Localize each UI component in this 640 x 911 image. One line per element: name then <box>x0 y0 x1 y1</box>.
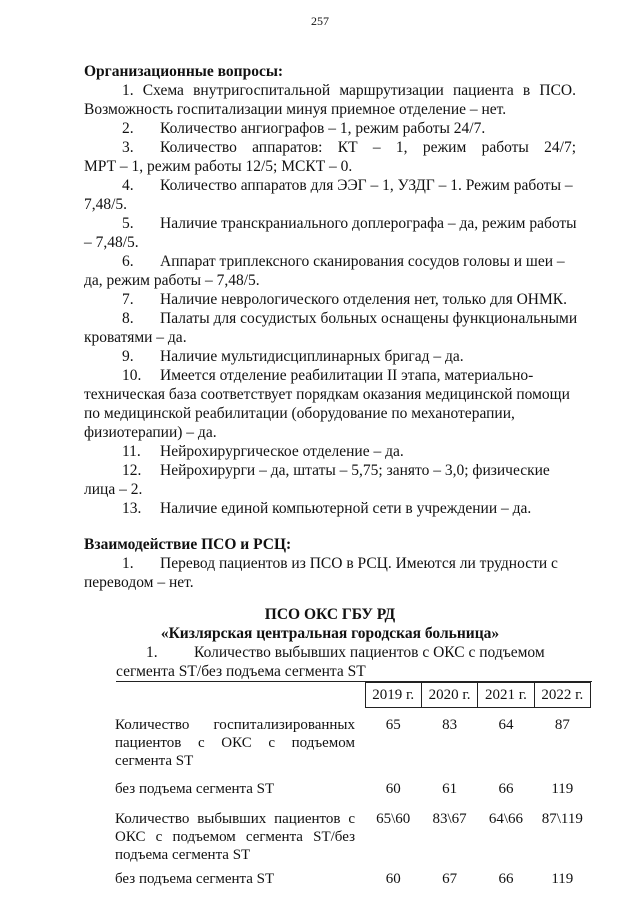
table-intro-text: Количество выбывших пациентов с ОКС с подъемом <box>194 644 545 661</box>
org-item-10-line-1 <box>122 366 614 385</box>
table-cell: 64 <box>498 717 514 733</box>
table-cell: 119 <box>551 780 574 797</box>
interaction-item-1-line-1 <box>122 554 614 573</box>
org-item-8-line-2: кроватями – да. <box>84 329 187 346</box>
org-item-5-number: 5. <box>122 215 134 232</box>
org-item-3-line-2: МРТ – 1, режим работы 12/5; МСКТ – 0. <box>84 158 353 175</box>
org-item-11-text: Нейрохирургическое отделение – да. <box>160 443 404 460</box>
table-cell: 119 <box>551 870 574 887</box>
org-item-13-text: Наличие единой компьютерной сети в учреждении – да. <box>160 500 532 517</box>
org-item-11-number: 11. <box>122 443 141 460</box>
org-item-13 <box>122 499 614 518</box>
org-item-13-number: 13. <box>122 500 142 517</box>
table-row-label: без подъема сегмента ST <box>115 780 275 797</box>
org-item-1-line-2: Возможность госпитализации минуя приемное отделение – нет. <box>84 101 507 118</box>
org-item-4-line-2: 7,48/5. <box>84 196 128 213</box>
org-item-10-line-2: техническая база соответствует порядкам оказания медицинской помощи <box>84 386 570 403</box>
table-header-year: 2020 г. <box>421 683 477 708</box>
org-item-10-line-3: по медицинской реабилитации (оборудование по механотерапии, <box>84 405 515 422</box>
org-item-2-text: Количество ангиографов – 1, режим работы 24/7. <box>160 120 486 137</box>
table-cell: 60 <box>385 780 401 797</box>
table-cell: 66 <box>498 780 514 797</box>
org-item-5-line-1 <box>122 214 614 233</box>
org-item-8-line-1 <box>122 309 614 328</box>
org-item-12-text: Нейрохирурги – да, штаты – 5,75; занято – 3,0; физические <box>160 462 550 479</box>
table-header-year: 2019 г. <box>365 683 421 708</box>
interaction-heading: Взаимодействие ПСО и РСЦ: <box>84 536 292 553</box>
org-item-6-number: 6. <box>122 253 134 270</box>
table-header-year: 2022 г. <box>534 683 590 708</box>
table-header-blank <box>115 683 365 708</box>
table-row <box>115 708 591 780</box>
org-item-9 <box>122 347 614 366</box>
table-header-row <box>115 683 591 708</box>
table-cell: 83\67 <box>432 810 467 827</box>
table-cell: 64\66 <box>488 810 524 827</box>
org-item-12-line-2: лица – 2. <box>84 481 143 498</box>
org-item-4-number: 4. <box>122 177 134 194</box>
org-item-4-text: Количество аппаратов для ЭЭГ – 1, УЗДГ – 1. Режим работы – <box>160 177 573 194</box>
org-item-5-line-2: – 7,48/5. <box>84 234 139 251</box>
table-cell: 87\119 <box>541 810 583 827</box>
table-intro-line-1 <box>146 643 576 662</box>
org-item-10-number: 10. <box>122 367 142 384</box>
org-item-10-line-4: физиотерапии) – да. <box>84 424 217 441</box>
org-item-11 <box>122 442 614 461</box>
table-intro-line-2: сегмента ST/без подъема сегмента ST <box>116 663 366 680</box>
table-row-label: без подъема сегмента ST <box>115 870 275 887</box>
org-item-3-line-1 <box>122 138 576 157</box>
org-heading: Организационные вопросы: <box>84 63 284 80</box>
table-row <box>115 870 591 894</box>
table-cell: 83 <box>442 717 458 733</box>
org-item-8-number: 8. <box>122 310 134 327</box>
org-item-2-number: 2. <box>122 120 134 137</box>
org-item-7 <box>122 290 614 309</box>
org-item-10-text: Имеется отделение реабилитации II этапа, материально- <box>160 367 534 384</box>
org-item-1-line-1: 1. Схема внутригоспитальной маршрутизации пациента в ПСО. <box>122 82 576 99</box>
org-item-12-number: 12. <box>122 462 142 479</box>
table-row-label: Количество выбывших пациентов с ОКС с подъемом сегмента ST/без подъема сегмента ST <box>115 810 355 863</box>
org-item-3-number: 3. <box>122 139 134 156</box>
org-item-7-text: Наличие неврологического отделения нет, только для ОНМК. <box>160 291 567 308</box>
org-item-2 <box>122 119 614 138</box>
interaction-item-1-line-2: переводом – нет. <box>84 574 194 591</box>
table-cell: 87 <box>554 717 570 733</box>
org-item-6-text: Аппарат триплексного сканирования сосудов головы и шеи – <box>160 253 565 270</box>
table-row-label: Количество госпитализированных пациентов с ОКС с подъемом сегмента ST <box>115 716 355 769</box>
org-item-8-text: Палаты для сосудистых больных оснащены функциональными <box>160 310 578 327</box>
org-item-12-line-1 <box>122 461 614 480</box>
org-item-6-line-1 <box>122 252 614 271</box>
org-item-3-text: Количество аппаратов: КТ – 1, режим работы 24/7; <box>160 139 576 156</box>
table-row <box>115 780 591 810</box>
table-row <box>115 810 591 870</box>
table-cell: 60 <box>385 870 401 887</box>
table-header-year: 2021 г. <box>478 683 534 708</box>
table-cell: 61 <box>442 780 458 797</box>
table-cell: 65\60 <box>376 810 411 827</box>
interaction-item-1-text: Перевод пациентов из ПСО в РСЦ. Имеются ли трудности с <box>160 555 558 572</box>
table-intro-number: 1. <box>146 644 158 661</box>
interaction-item-1-number: 1. <box>122 555 134 572</box>
statistics-table <box>115 682 591 894</box>
table-cell: 65 <box>385 717 401 733</box>
section-subtitle: «Кизлярская центральная городская больница» <box>160 625 500 642</box>
org-item-9-number: 9. <box>122 348 134 365</box>
table-cell: 66 <box>498 870 514 887</box>
org-item-7-number: 7. <box>122 291 134 308</box>
section-title: ПСО ОКС ГБУ РД <box>264 606 396 623</box>
page-number: 257 <box>311 14 329 28</box>
table-cell: 67 <box>442 870 458 887</box>
org-item-5-text: Наличие транскраниального доплерографа – да, режим работы <box>160 215 577 232</box>
org-item-9-text: Наличие мультидисциплинарных бригад – да. <box>160 348 464 365</box>
org-item-6-line-2: да, режим работы – 7,48/5. <box>84 272 260 289</box>
org-item-4-line-1 <box>122 176 614 195</box>
